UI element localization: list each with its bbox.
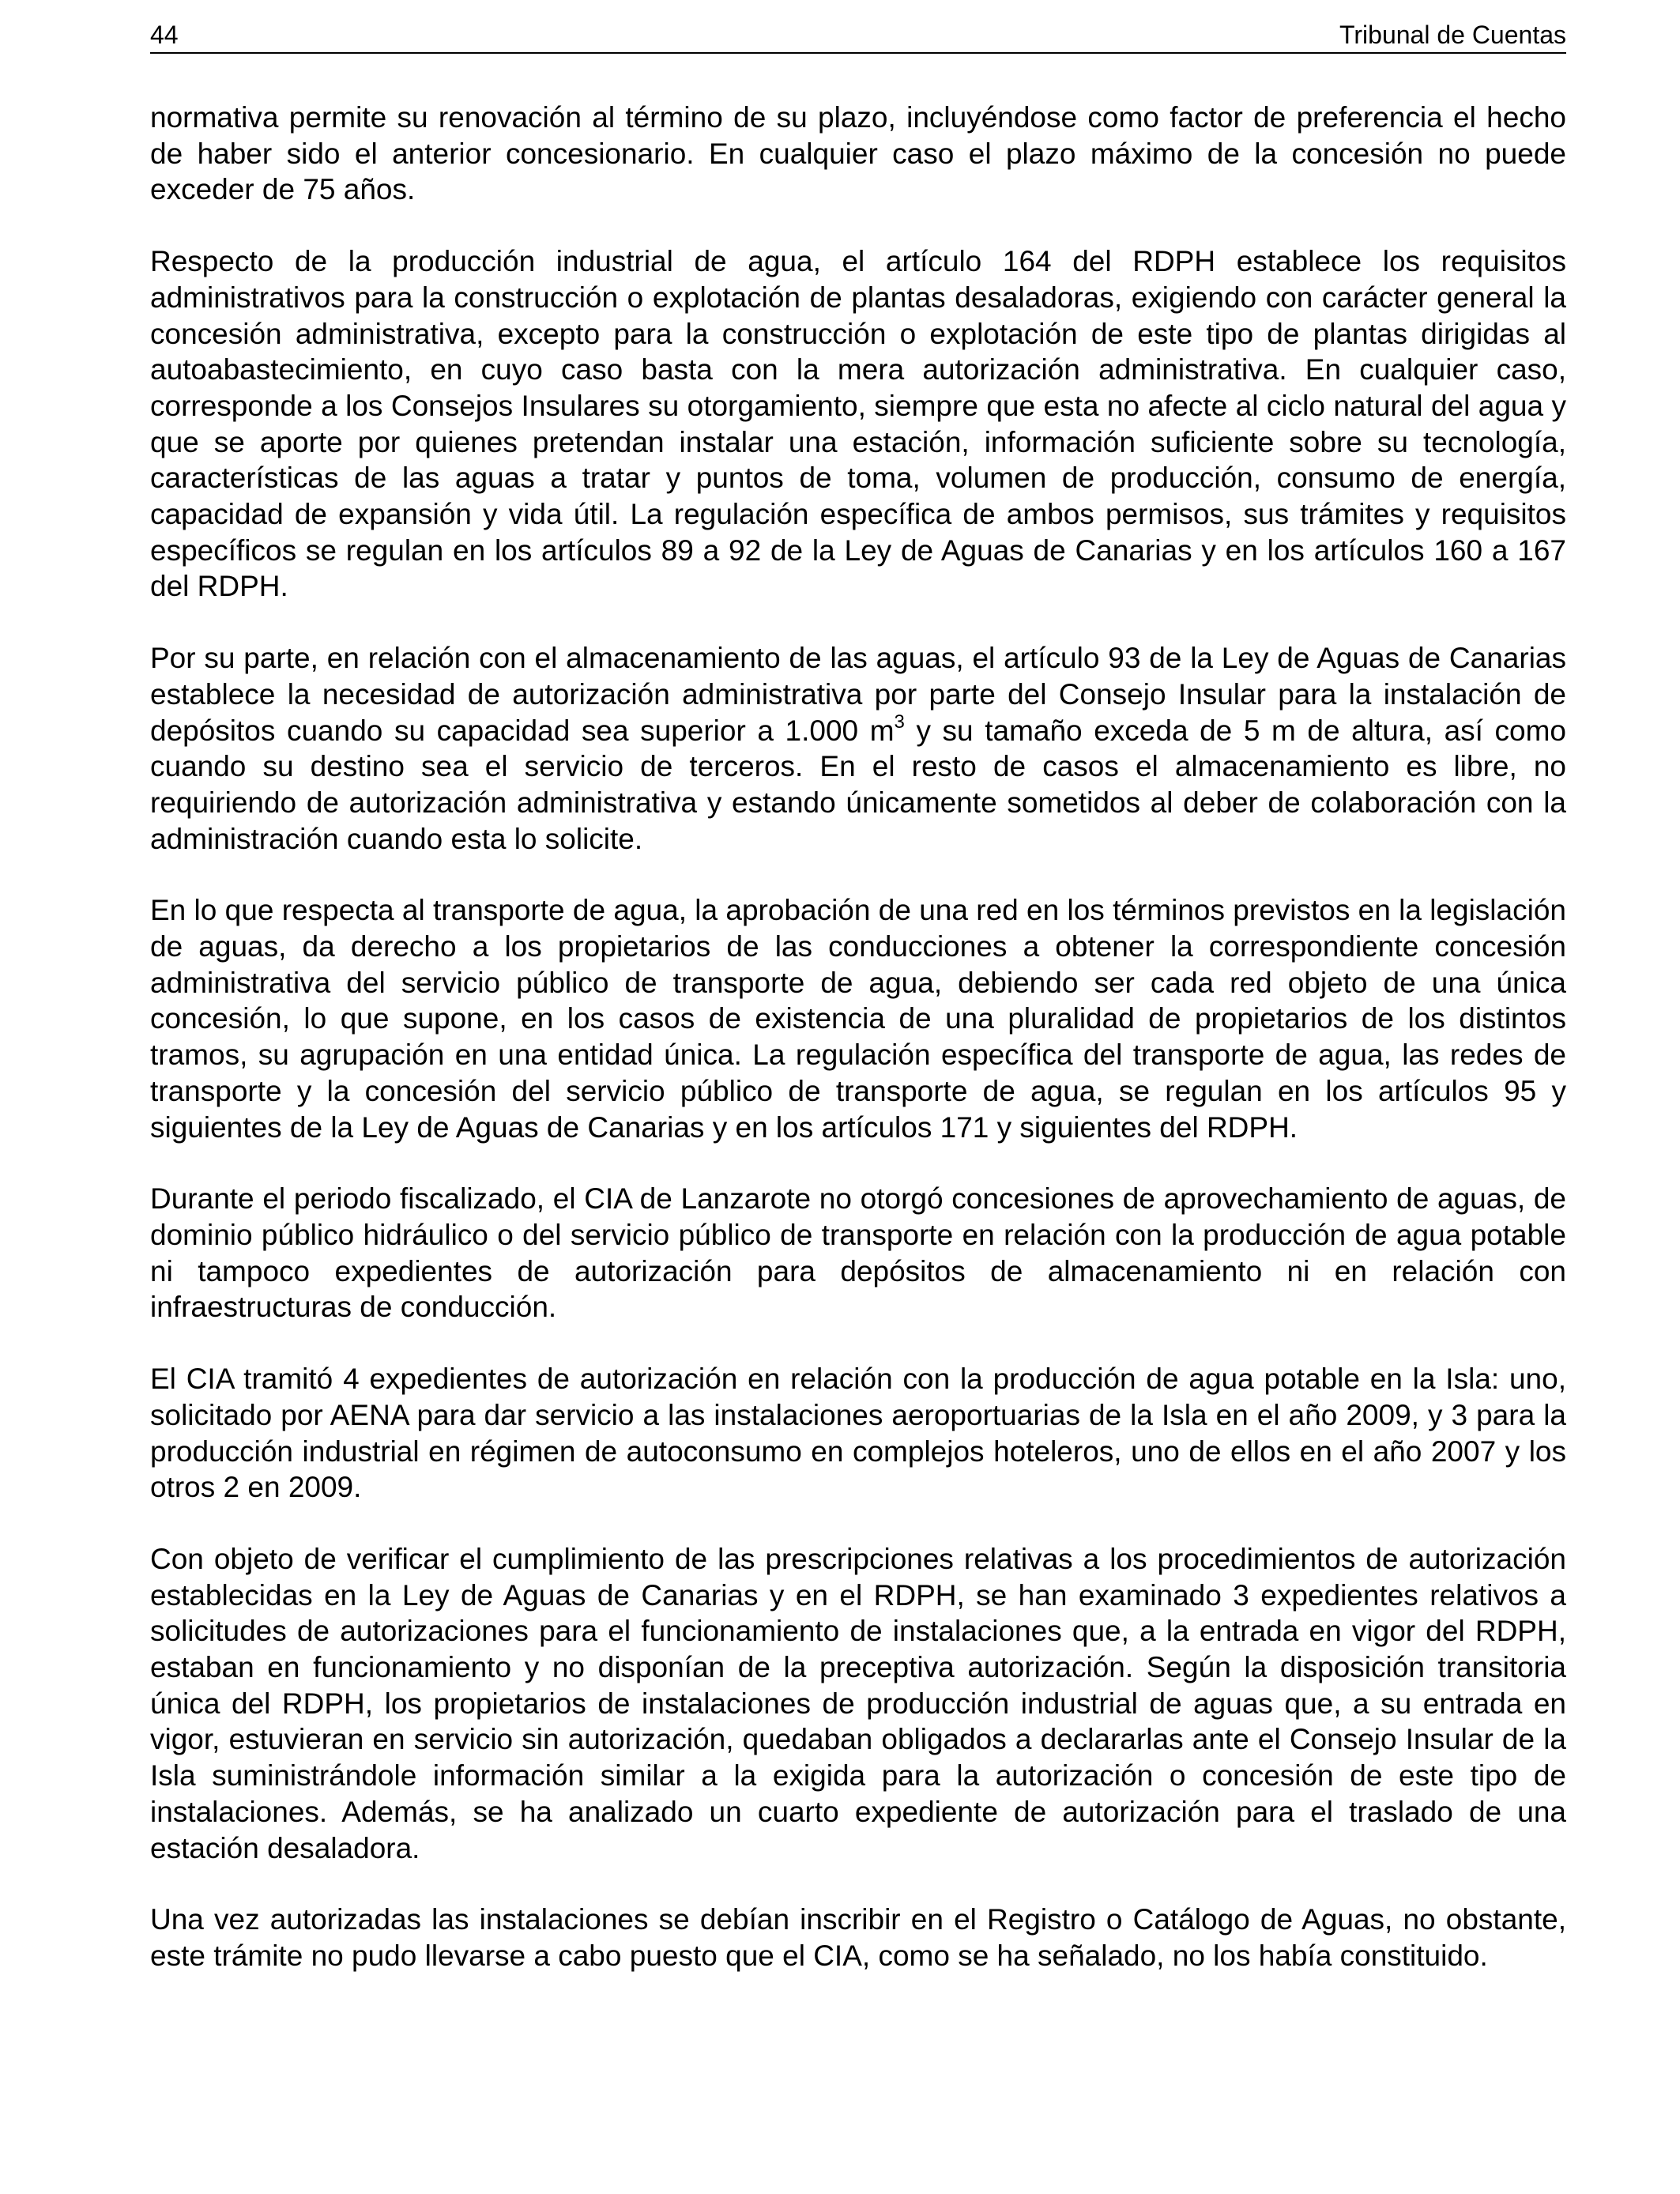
paragraph-industrial-production: Respecto de la producción industrial de agua, el artículo 164 del RDPH establece los requisitos administrativos para la construcción o explotación de plantas desaladoras, exigiendo con carácter general la concesión administrativa, excepto para la construcción o explotación de este tipo de plantas dirigidas al autoabastecimiento, en cuyo caso basta con la mera autorización administrativa. En cualquier caso, corresponde a los Consejos Insulares su otorgamiento, siempre que esta no afecte al ciclo natural del agua y que se aporte por quienes pretendan instalar una estación, información suficiente sobre su tecnología, características de las aguas a tratar y puntos de toma, volumen de producción, consumo de energía, capacidad de expansión y vida útil. La regulación específica de ambos permisos, sus trámites y requisitos específicos se regulan en los artículos 89 a 92 de la Ley de Aguas de Canarias y en los artículos 160 a 167 del RDPH. [150,245,1566,603]
paragraph-water-transport: En lo que respecta al transporte de agua, la aprobación de una red en los términos previstos en la legislación de aguas, da derecho a los propietarios de las conducciones a obtener la correspondiente concesión administrativa del servicio público de transporte de agua, debiendo ser cada red objeto de una única concesión, lo que supone, en los casos de existencia de una pluralidad de propietarios de los distintos tramos, su agrupación en una entidad única. La regulación específica del transporte de agua, las redes de transporte y la concesión del servicio público de transporte de agua, se regulan en los artículos 95 y siguientes de la Ley de Aguas de Canarias y en los artículos 171 y siguientes del RDPH. [150,894,1566,1144]
header-title: Tribunal de Cuentas [1339,21,1566,49]
paragraph-water-storage-text-before: Por su parte, en relación con el almacenamiento de las aguas, el artículo 93 de la Ley de Aguas de Canarias establece la necesidad de autorización administrativa por parte del Consejo Insular para la instalación de depósitos cuando su capacidad sea superior a 1.000 m [150,642,1566,747]
paragraph-concession-term: normativa permite su renovación al término de su plazo, incluyéndose como factor de preferencia el hecho de haber sido el anterior concesionario. En cualquier caso el plazo máximo de la concesión no puede exceder de 75 años. [150,101,1566,206]
paragraph-water-registry: Una vez autorizadas las instalaciones se debían inscribir en el Registro o Catálogo de Aguas, no obstante, este trámite no pudo llevarse a cabo puesto que el CIA, como se ha señalado, no los había constituido. [150,1903,1566,1972]
paragraph-water-storage [150,640,1566,857]
cubic-meter-superscript: 3 [894,711,905,733]
page-number: 44 [150,21,179,49]
paragraph-audited-period: Durante el periodo fiscalizado, el CIA de Lanzarote no otorgó concesiones de aprovechamiento de aguas, de dominio público hidráulico o del servicio público de transporte en relación con la producción de agua potable ni tampoco expedientes de autorización para depósitos de almacenamiento ni en relación con infraestructuras de conducción. [150,1182,1566,1324]
paragraph-water-storage-text-after: y su tamaño exceda de 5 m de altura, así como cuando su destino sea el servicio de terceros. En el resto de casos el almacenamiento es libre, no requiriendo de autorización administrativa y estando únicamente sometidos al deber de colaboración con la administración cuando esta lo solicite. [150,714,1566,855]
document-body [150,100,1566,1974]
page-header [150,17,1566,54]
paragraph-authorization-files: El CIA tramitó 4 expedientes de autorización en relación con la producción de agua potable en la Isla: uno, solicitado por AENA para dar servicio a las instalaciones aeroportuarias de la Isla en el año 2009, y 3 para la producción industrial en régimen de autoconsumo en complejos hoteleros, uno de ellos en el año 2007 y los otros 2 en 2009. [150,1363,1566,1504]
paragraph-verification: Con objeto de verificar el cumplimiento de las prescripciones relativas a los procedimientos de autorización establecidas en la Ley de Aguas de Canarias y en el RDPH, se han examinado 3 expedientes relativos a solicitudes de autorizaciones para el funcionamiento de instalaciones que, a la entrada en vigor del RDPH, estaban en funcionamiento y no disponían de la preceptiva autorización. Según la disposición transitoria única del RDPH, los propietarios de instalaciones de producción industrial de aguas que, a su entrada en vigor, estuvieran en servicio sin autorización, quedaban obligados a declararlas ante el Consejo Insular de la Isla suministrándole información similar a la exigida para la autorización o concesión de este tipo de instalaciones. Además, se ha analizado un cuarto expediente de autorización para el traslado de una estación desaladora. [150,1542,1566,1864]
